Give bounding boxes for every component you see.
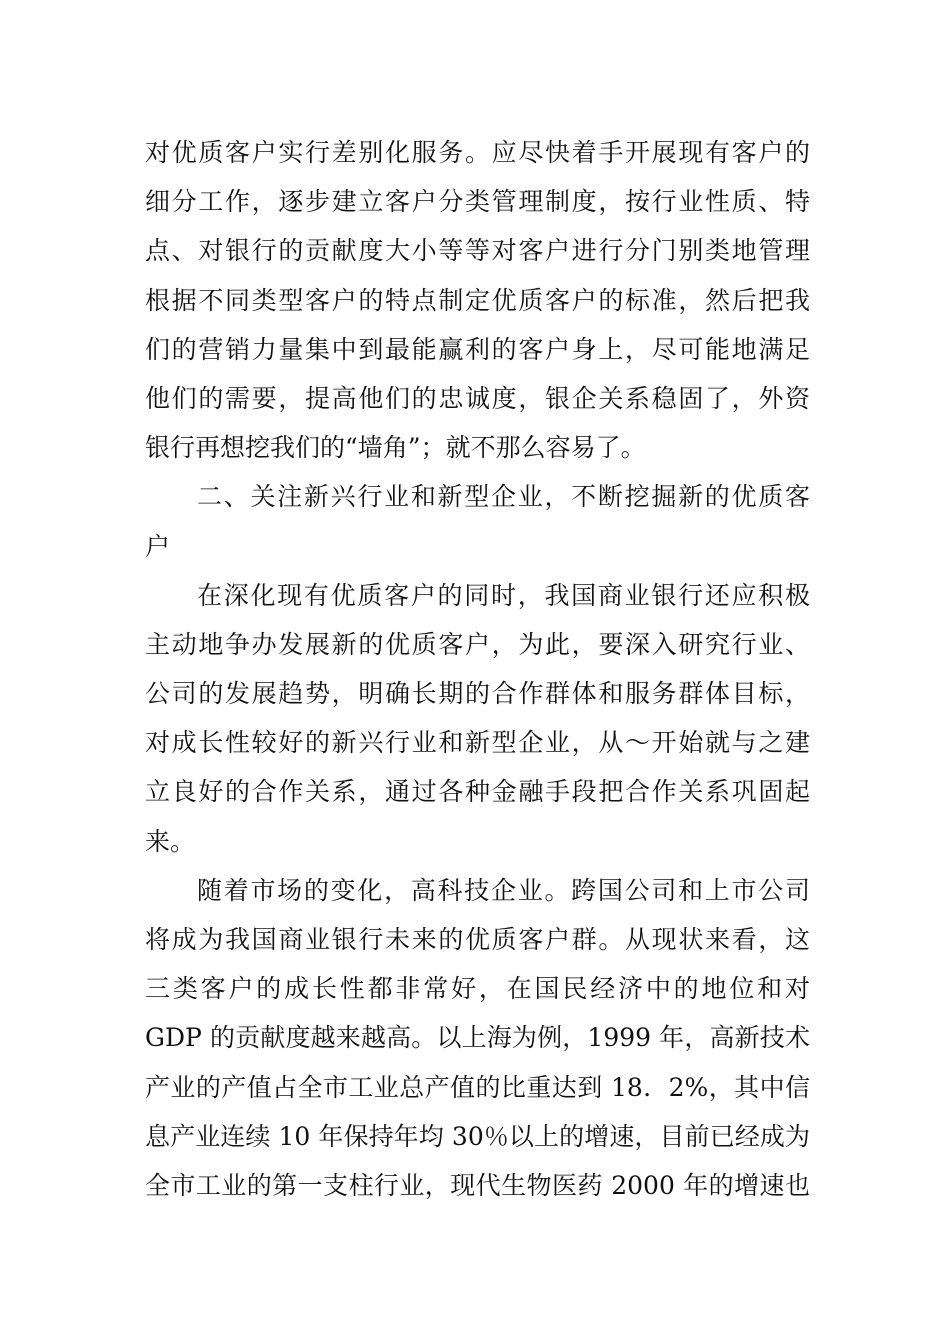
text-line: 息产业连续 10 年保持年均 30％以上的增速，目前已经成为 xyxy=(145,1121,810,1151)
text-line: 主动地争办发展新的优质客户，为此，要深入研究行业、 xyxy=(145,629,810,659)
text-line: 将成为我国商业银行未来的优质客户群。从现状来看，这 xyxy=(145,925,810,954)
text-line: 在深化现有优质客户的同时，我国商业银行还应积极 xyxy=(197,580,810,610)
text-line: 对成长性较好的新兴行业和新型企业，从～开始就与之建 xyxy=(145,728,810,758)
text-line: 们的营销力量集中到最能赢利的客户身上，尽可能地满足 xyxy=(145,334,810,364)
text-line: 细分工作，逐步建立客户分类管理制度，按行业性质、特 xyxy=(145,187,810,217)
text-line: 公司的发展趋势，明确长期的合作群体和服务群体目标， xyxy=(145,679,810,709)
text-line: 立良好的合作关系，通过各种金融手段把合作关系巩固起 xyxy=(145,777,810,807)
text-line: 随着市场的变化，高科技企业。跨国公司和上市公司 xyxy=(197,875,810,905)
text-line: 二、关注新兴行业和新型企业，不断挖掘新的优质客 xyxy=(197,482,810,512)
text-line: 全市工业的第一支柱行业，现代生物医药 2000 年的增速也 xyxy=(145,1170,810,1200)
text-line: 点、对银行的贡献度大小等等对客户进行分门别类地管理 xyxy=(145,236,810,266)
text-line: 户 xyxy=(145,531,171,561)
text-line: 对优质客户实行差别化服务。应尽快着手开展现有客户的 xyxy=(145,138,810,167)
text-line: 他们的需要，提高他们的忠诚度，银企关系稳固了，外资 xyxy=(145,383,810,413)
text-line: 产业的产值占全市工业总产值的比重达到 18．2%，其中信 xyxy=(145,1072,810,1102)
body-text xyxy=(145,128,810,1210)
text-line: 根据不同类型客户的特点制定优质客户的标准，然后把我 xyxy=(145,285,810,315)
text-line: GDP 的贡献度越来越高。以上海为例，1999 年，高新技术 xyxy=(145,1023,810,1053)
text-line: 银行再想挖我们的“墙角”；就不那么容易了。 xyxy=(145,433,646,463)
text-line: 三类客户的成长性都非常好，在国民经济中的地位和对 xyxy=(145,974,810,1004)
text-line: 来。 xyxy=(145,826,196,856)
